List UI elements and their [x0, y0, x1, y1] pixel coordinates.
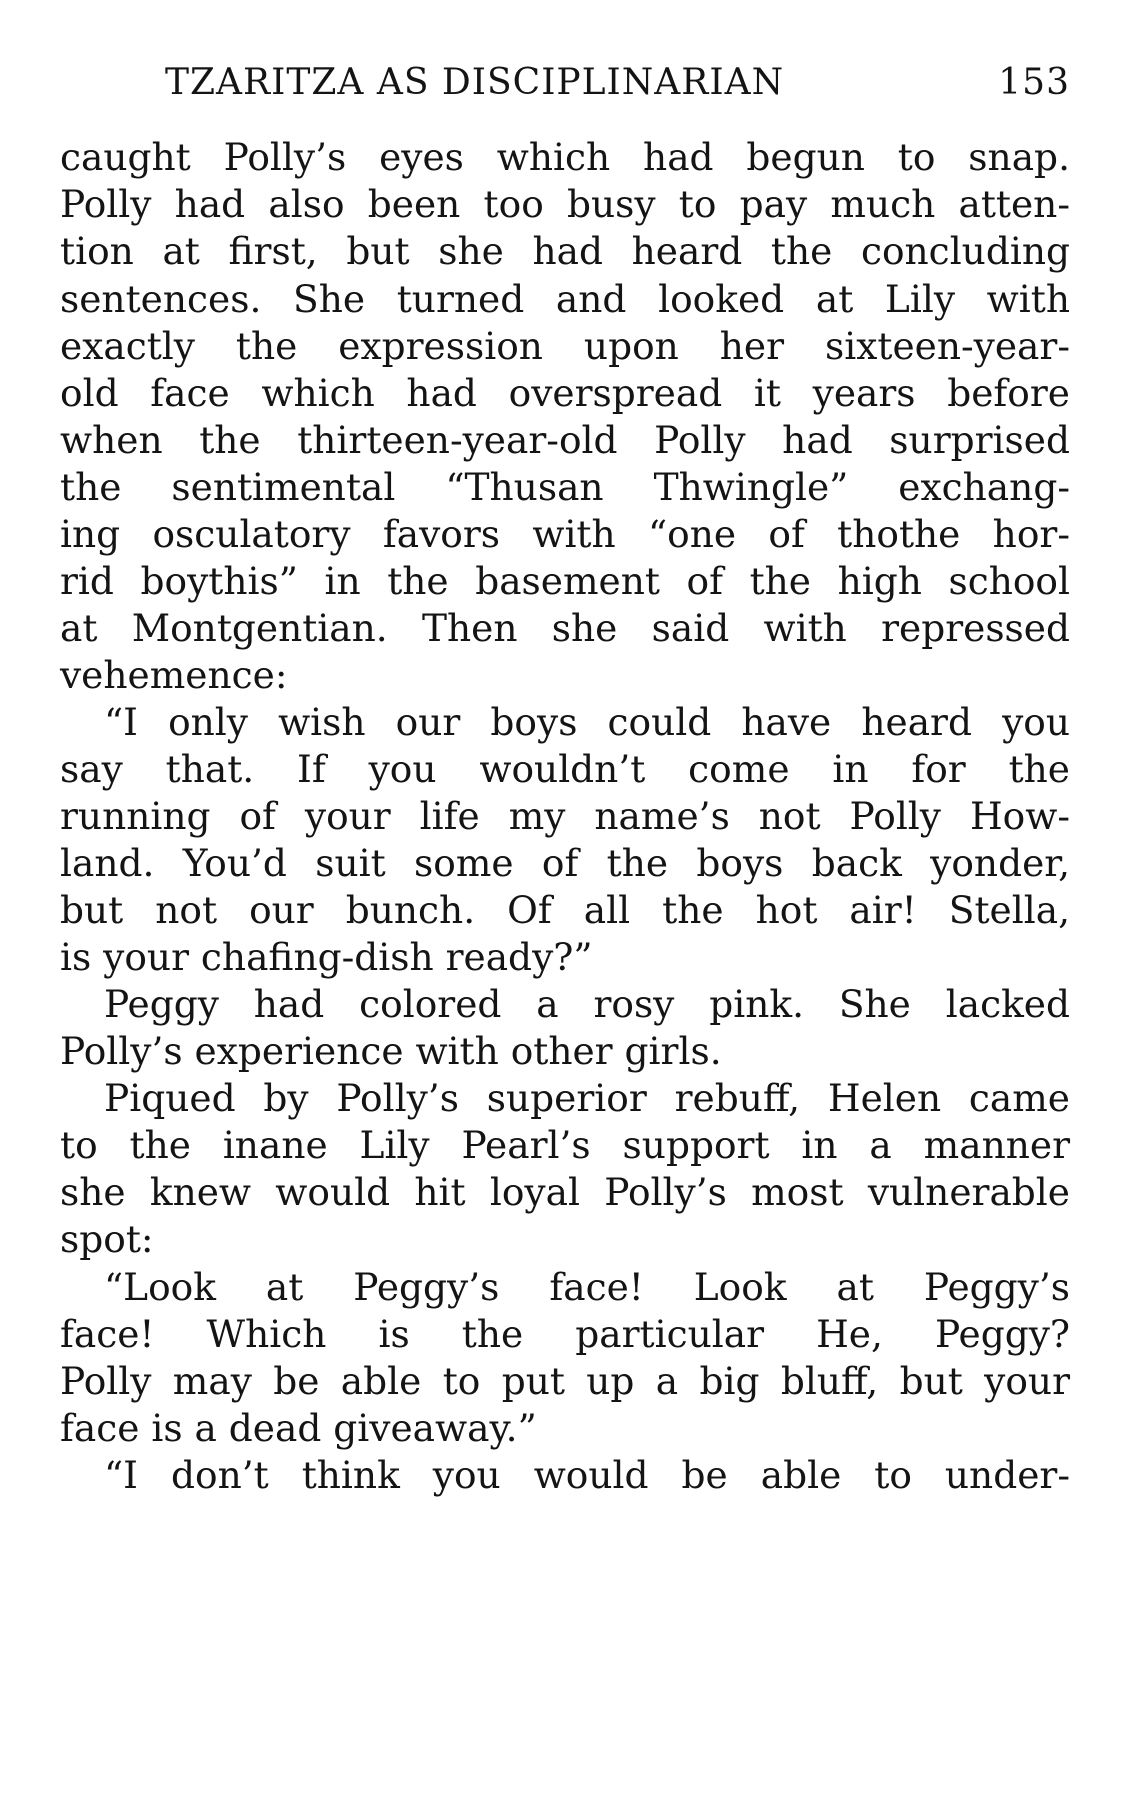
text-line: land. You’d suit some of the boys back yonder, — [60, 841, 1070, 885]
text-line: running of your life my name’s not Polly How- — [60, 794, 1070, 838]
page-number: 153 — [998, 62, 1070, 103]
text-line: caught Polly’s eyes which had begun to snap. — [60, 135, 1070, 179]
text-line: when the thirteen-year-old Polly had surprised — [60, 418, 1070, 462]
text-line: exactly the expression upon her sixteen-year- — [60, 324, 1070, 368]
text-line: rid boythis” in the basement of the high school — [60, 559, 1070, 603]
text-line: Polly’s experience with other girls. — [60, 1029, 722, 1073]
text-line: face is a dead giveaway.” — [60, 1406, 537, 1450]
text-line: but not our bunch. Of all the hot air! Stella, — [60, 888, 1070, 932]
text-line: face! Which is the particular He, Peggy? — [60, 1312, 1070, 1356]
text-line: at Montgentian. Then she said with repressed — [60, 606, 1070, 650]
text-line: “Look at Peggy’s face! Look at Peggy’s — [104, 1265, 1070, 1309]
running-header — [165, 62, 1070, 122]
text-line: Peggy had colored a rosy pink. She lacked — [104, 982, 1070, 1026]
text-line: Polly may be able to put up a big bluff, but your — [60, 1359, 1070, 1403]
text-line: Piqued by Polly’s superior rebuff, Helen came — [104, 1076, 1070, 1120]
text-line: is your chafing-dish ready?” — [60, 935, 593, 979]
text-line: she knew would hit loyal Polly’s most vulnerable — [60, 1170, 1070, 1214]
text-line: the sentimental “Thusan Thwingle” exchang- — [60, 465, 1070, 509]
text-line: “I don’t think you would be able to under- — [104, 1453, 1070, 1497]
text-line: old face which had overspread it years before — [60, 371, 1070, 415]
text-line: spot: — [60, 1217, 154, 1261]
text-line: tion at first, but she had heard the concluding — [60, 229, 1070, 273]
text-line: say that. If you wouldn’t come in for the — [60, 747, 1070, 791]
text-line: to the inane Lily Pearl’s support in a manner — [60, 1123, 1070, 1167]
text-line: sentences. She turned and looked at Lily with — [60, 277, 1070, 321]
text-line: vehemence: — [60, 653, 288, 697]
text-line: Polly had also been too busy to pay much atten- — [60, 182, 1070, 226]
running-title: TZARITZA AS DISCIPLINARIAN — [165, 62, 785, 103]
text-line: “I only wish our boys could have heard you — [104, 700, 1070, 744]
text-line: ing osculatory favors with “one of thothe hor- — [60, 512, 1070, 556]
